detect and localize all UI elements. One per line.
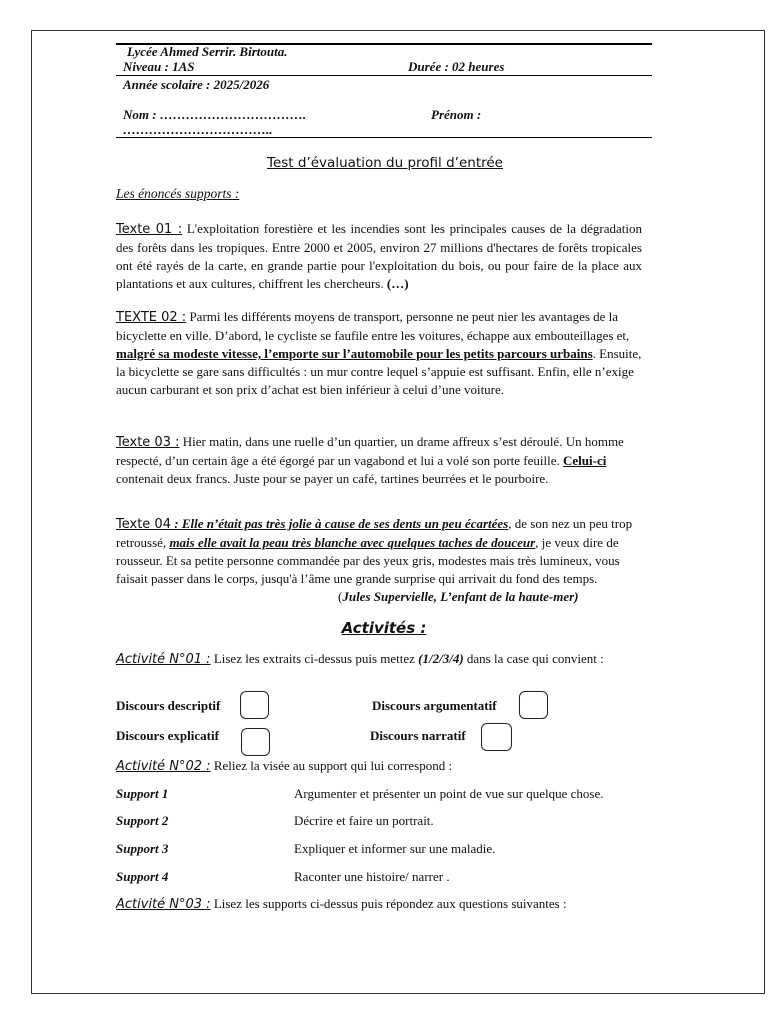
text-01-lead: Texte 01 : — [116, 222, 183, 237]
option-explicative-label: Discours explicatif — [116, 728, 219, 743]
text-04-emphasis-1: Elle n’était pas très jolie à cause de ses dents un peu écartées — [181, 516, 509, 531]
aim-1: Argumenter et présenter un point de vue sur quelque chose. — [294, 786, 604, 801]
text-04-lead: Texte 04 — [116, 517, 171, 532]
aim-2: Décrire et faire un portrait. — [294, 813, 434, 828]
support-4: Support 4 — [116, 869, 169, 884]
text-04-source: (Jules Supervielle, L’enfant de la haute-mer) — [338, 589, 579, 604]
text-03-body-1: Hier matin, dans une ruelle d’un quartier, un drame affreux s’est déroulé. Un homme respecté, d’un certain âge a été égorgé par un vagabond et lui a volé son porte feuille. — [116, 434, 624, 468]
support-2: Support 2 — [116, 813, 169, 828]
text-03-body-2: contenait deux francs. Juste pour se payer un café, tartines beurrées et le pourboire. — [116, 471, 549, 486]
level-label: Niveau : 1AS — [123, 59, 195, 74]
activity-02-lead: Activité N°02 : — [116, 759, 211, 774]
text-02 — [116, 308, 642, 399]
text-02-body-1: Parmi les différents moyens de transport, personne ne peut nier les avantages de la bicyclette en ville. D’abord, le cycliste se faufile entre les voitures, échappe aux embouteillages et, — [116, 309, 630, 343]
activity-03-lead: Activité N°03 : — [116, 897, 211, 912]
school-name: Lycée Ahmed Serrir. Birtouta. — [127, 44, 288, 59]
text-02-body-2: . Ensuite, la bicyclette se gare sans difficultés : un mur contre lequel s’appuie est suffisant. Enfin, elle n’exige aucun carburant et son prix d’achat est bien inférieur à celui d’une voiture. — [116, 346, 642, 397]
text-04-colon: : — [170, 516, 182, 531]
text-04 — [116, 515, 642, 588]
duration-label: Durée : 02 heures — [408, 59, 505, 74]
text-03-lead: Texte 03 : — [116, 435, 180, 450]
activity-01-instructions: Activité N°01 : Lisez les extraits ci-dessus puis mettez (1/2/3/4) dans la case qui convient : — [116, 651, 604, 667]
text-01-body: L'exploitation forestière et les incendies sont les principales causes de la dégradation des forêts dans les tropiques. Entre 2000 et 2005, environ 27 millions d'hectares de forêts tropicales ont été rayés de la carte, en grande partie pour l'exploitation du bois, ou pour faire de la place aux plantations et aux cultures, chiffrent les chercheurs. — [116, 221, 642, 291]
activities-heading: Activités : — [341, 619, 427, 637]
text-04-emphasis-2: mais elle avait la peau très blanche avec quelques taches de douceur — [169, 535, 536, 550]
activity-01-lead: Activité N°01 : — [116, 652, 211, 667]
page-title: Test d’évaluation du profil d’entrée — [267, 155, 503, 171]
text-04-body-1: , de son nez un peu trop retroussé, — [116, 516, 633, 550]
option-descriptive-label: Discours descriptif — [116, 698, 221, 713]
name-dots: …………………………….. — [123, 122, 273, 137]
supports-heading: Les énoncés supports : — [116, 186, 240, 201]
support-1: Support 1 — [116, 786, 169, 801]
aim-4: Raconter une histoire/ narrer . — [294, 869, 450, 884]
text-03-emphasis: Celui-ci — [563, 453, 607, 468]
text-03 — [116, 433, 642, 488]
firstname-field[interactable]: Prénom : — [431, 107, 482, 122]
option-descriptive-box[interactable] — [240, 691, 269, 719]
option-argumentative-box[interactable] — [519, 691, 548, 719]
header-rule-2 — [116, 75, 652, 76]
activity-02-instructions: Activité N°02 : Reliez la visée au support qui lui correspond : — [116, 758, 453, 774]
school-year: Année scolaire : 2025/2026 — [123, 77, 270, 92]
option-explicative-box[interactable] — [241, 728, 270, 756]
header-bottom-rule — [116, 137, 652, 138]
text-04-body-2: , je veux dire de rousseur. Et sa petite personne commandée par des yeux gris, modestes mais très lumineux, vous faisait passer dans le corps, jusqu'à l’âme une grande surprise qui arrivait du fond des temps. — [116, 535, 620, 586]
activity-03-instructions: Activité N°03 : Lisez les supports ci-dessus puis répondez aux questions suivantes : — [116, 896, 567, 912]
text-02-emphasis: malgré sa modeste vitesse, l’emporte sur l’automobile pour les petits parcours urbains — [116, 346, 593, 361]
aim-3: Expliquer et informer sur une maladie. — [294, 841, 496, 856]
text-01 — [116, 220, 642, 293]
option-narrative-box[interactable] — [481, 723, 512, 751]
support-3: Support 3 — [116, 841, 169, 856]
name-field[interactable]: Nom : ……………………………. — [123, 107, 307, 122]
text-01-ellipsis: (…) — [386, 276, 409, 291]
option-argumentative-label: Discours argumentatif — [372, 698, 497, 713]
option-narrative-label: Discours narratif — [370, 728, 466, 743]
text-02-lead: TEXTE 02 : — [116, 310, 187, 325]
